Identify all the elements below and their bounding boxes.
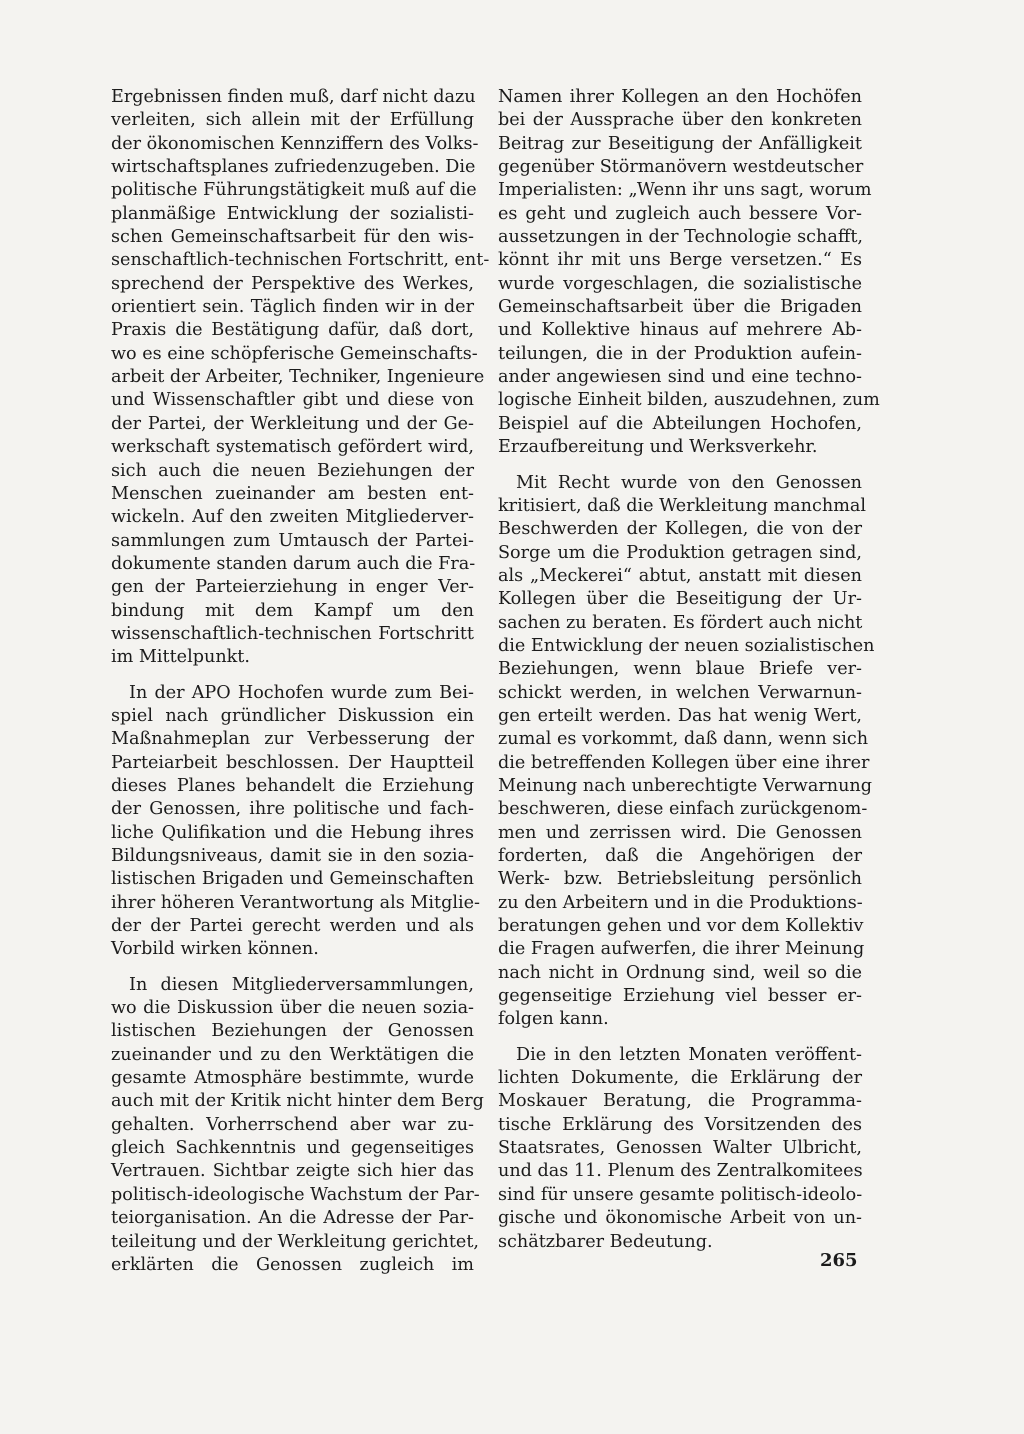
text-line: liche Qulifikation und die Hebung ihres [111,822,474,843]
text-line: bei der Aussprache über den konkreten [498,110,862,131]
paragraph [111,974,484,1277]
text-line: sich auch die neuen Beziehungen der [111,460,474,481]
paragraph [498,1044,862,1254]
text-line: wo es eine schöpferische Gemeinschafts- [111,343,478,364]
text-line: die betreffenden Kollegen über eine ihrer [498,752,870,773]
text-line: Mit Recht wurde von den Genossen [516,472,862,493]
text-line: Parteiarbeit beschlossen. Der Hauptteil [111,752,474,773]
text-line: sachen zu beraten. Es fördert auch nicht [498,612,863,633]
text-line: listischen Brigaden und Gemeinschaften [111,869,474,890]
text-line: planmäßige Entwicklung der sozialisti- [111,203,474,224]
text-line: Beschwerden der Kollegen, die von der [498,519,862,540]
text-line: In diesen Mitgliederversammlungen, [129,974,474,995]
text-line: und Kollektive hinaus auf mehrere Ab- [498,320,862,341]
text-line: schätzbarer Bedeutung. [498,1231,713,1252]
text-line: gen der Parteierziehung in enger Ver- [111,577,474,598]
text-line: Moskauer Beratung, die Programma- [498,1091,862,1112]
paragraph [498,86,880,460]
text-line: Maßnahmeplan zur Verbesserung der [111,729,474,750]
text-line: folgen kann. [498,1009,609,1030]
text-line: gehalten. Vorherrschend aber war zu- [111,1114,474,1135]
text-line: gegenseitige Erziehung viel besser er- [498,986,862,1007]
text-line: erklärten die Genossen zugleich im [111,1254,474,1275]
text-line: auch mit der Kritik nicht hinter dem Berg [111,1091,484,1112]
text-line: men und zerrissen wird. Die Genossen [498,822,862,843]
text-line: wissenschaftlich-technischen Fortschritt [111,623,474,644]
text-line: beschweren, diese einfach zurückgenom- [498,799,868,820]
text-line: es geht und zugleich auch bessere Vor- [498,203,862,224]
text-line: Kollegen über die Beseitigung der Ur- [498,589,862,610]
text-line: listischen Beziehungen der Genossen [111,1021,474,1042]
text-line: sind für unsere gesamte politisch-ideolo- [498,1184,863,1205]
text-line: Imperialisten: „Wenn ihr uns sagt, worum [498,180,872,201]
text-line: und Wissenschaftler gibt und diese von [111,390,474,411]
text-line: gesamte Atmosphäre bestimmte, wurde [111,1068,474,1089]
text-line: die Entwicklung der neuen sozialistischen [498,635,875,656]
text-line: der Genossen, ihre politische und fach- [111,799,474,820]
text-line: Vorbild wirken können. [111,939,319,960]
text-line: arbeit der Arbeiter, Techniker, Ingenieure [111,367,485,388]
text-line: orientiert sein. Täglich finden wir in der [111,297,474,318]
text-line: Staatsrates, Genossen Walter Ulbricht, [498,1138,862,1159]
text-line: gen erteilt werden. Das hat wenig Wert, [498,705,862,726]
text-line: Sorge um die Produktion getragen sind, [498,542,862,563]
text-line: Namen ihrer Kollegen an den Hochöfen [498,87,862,107]
text-line: forderten, daß die Angehörigen der [498,846,862,866]
text-line: und das 11. Plenum des Zentralkomitees [498,1161,863,1182]
text-line: schen Gemeinschaftsarbeit für den wis- [111,227,474,248]
text-line: teileitung und der Werkleitung gerichtet, [111,1231,479,1252]
text-line: dieses Planes behandelt die Erziehung [111,775,474,796]
text-line: zumal es vorkommt, daß dann, wenn sich [498,729,869,750]
left-column [111,86,490,1277]
page-number: 265 [820,1250,858,1271]
text-line: aussetzungen in der Technologie schafft, [498,227,863,248]
text-line: politisch-ideologische Wachstum der Par- [111,1184,480,1205]
paragraph [111,86,490,670]
text-line: spiel nach gründlicher Diskussion ein [111,705,474,726]
text-line: politische Führungstätigkeit muß auf die [111,180,477,201]
text-line: teilungen, die in der Produktion aufein- [498,343,862,364]
paragraph [111,682,480,962]
text-line: nach nicht in Ordnung sind, weil so die [498,962,862,983]
text-line: Praxis die Bestätigung dafür, daß dort, [111,320,474,341]
text-line: wirtschaftsplanes zufriedenzugeben. Die [111,157,476,178]
right-column [498,86,880,1254]
text-line: könnt ihr mit uns Berge versetzen.“ Es [498,250,862,271]
text-line: lichten Dokumente, die Erklärung der [498,1068,862,1089]
text-line: werkschaft systematisch gefördert wird, [111,437,474,458]
text-line: Meinung nach unberechtigte Verwarnung [498,775,873,796]
text-line: sprechend der Perspektive des Werkes, [111,273,474,294]
text-line: schickt werden, in welchen Verwarnun- [498,682,862,703]
text-line: senschaftlich-technischen Fortschritt, ent- [111,250,490,271]
text-line: Beziehungen, wenn blaue Briefe ver- [498,659,862,680]
text-line: logische Einheit bilden, auszudehnen, zum [498,390,880,411]
text-line: Beitrag zur Beseitigung der Anfälligkeit [498,133,862,154]
text-line: kritisiert, daß die Werkleitung manchmal [498,495,866,516]
text-line: als „Meckerei“ abtut, anstatt mit diesen [498,565,862,586]
text-line: Werk- bzw. Betriebsleitung persönlich [498,869,862,890]
text-line: Vertrauen. Sichtbar zeigte sich hier das [111,1161,474,1182]
text-line: ihrer höheren Verantwortung als Mitglie- [111,892,480,913]
text-line: beratungen gehen und vor dem Kollektiv [498,916,864,937]
text-line: Menschen zueinander am besten ent- [111,483,474,504]
text-line: die Fragen aufwerfen, die ihrer Meinung [498,939,865,960]
text-line: dokumente standen darum auch die Fra- [111,553,476,574]
text-line: gleich Sachkenntnis und gegenseitiges [111,1138,474,1159]
text-line: gische und ökonomische Arbeit von un- [498,1208,862,1229]
text-line: der der Partei gerecht werden und als [111,916,474,937]
text-line: der ökonomischen Kennziffern des Volks- [111,133,479,154]
text-line: gegenüber Störmanövern westdeutscher [498,157,864,178]
text-line: Beispiel auf die Abteilungen Hochofen, [498,413,862,434]
text-line: tische Erklärung des Vorsitzenden des [498,1114,862,1135]
text-line: Erzaufbereitung und Werksverkehr. [498,437,818,458]
text-line: wickeln. Auf den zweiten Mitgliederver- [111,507,474,528]
text-line: wurde vorgeschlagen, die sozialistische [498,273,862,294]
text-line: Bildungsniveaus, damit sie in den sozia- [111,846,474,866]
text-line: Gemeinschaftsarbeit über die Brigaden [498,297,862,318]
text-line: sammlungen zum Umtausch der Partei- [111,530,474,551]
text-line: teiorganisation. An die Adresse der Par- [111,1208,474,1229]
text-line: In der APO Hochofen wurde zum Bei- [129,682,474,703]
text-line: im Mittelpunkt. [111,647,250,668]
text-line: zueinander und zu den Werktätigen die [111,1044,474,1065]
text-line: ander angewiesen sind und eine techno- [498,367,862,388]
paragraph [498,472,875,1032]
text-line: verleiten, sich allein mit der Erfüllung [111,110,474,131]
text-line: Die in den letzten Monaten veröffent- [516,1044,862,1065]
text-line: Ergebnissen finden muß, darf nicht dazu [111,87,476,107]
text-line: zu den Arbeitern und in die Produktions- [498,892,863,913]
text-line: wo die Diskussion über die neuen sozia- [111,998,474,1019]
text-line: bindung mit dem Kampf um den [111,600,474,621]
text-line: der Partei, der Werkleitung und der Ge- [111,413,474,434]
